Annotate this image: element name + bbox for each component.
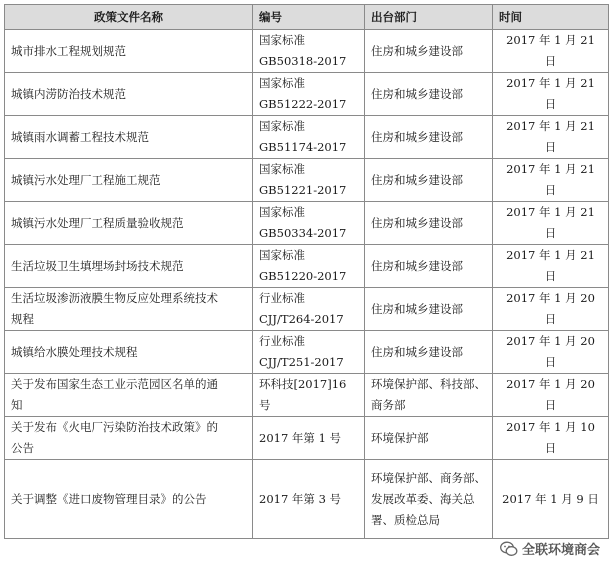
policy-dept-line: 住房和城乡建设部 — [371, 129, 463, 144]
policy-name — [5, 417, 253, 460]
policy-name — [5, 331, 253, 374]
policy-code-line: GB51174-2017 — [259, 140, 347, 154]
policy-code-line: 号 — [259, 398, 271, 412]
policy-dept-line: 发展改革委、海关总 — [371, 491, 475, 506]
policy-code-line: 行业标准 — [259, 334, 305, 348]
policy-code-line: 国家标准 — [259, 205, 305, 219]
table-row — [5, 331, 609, 374]
policy-name — [5, 245, 253, 288]
wechat-icon — [500, 541, 518, 557]
table-row — [5, 116, 609, 159]
policy-code-line: 国家标准 — [259, 248, 305, 262]
policy-code — [253, 460, 365, 539]
policy-dept-line: 住房和城乡建设部 — [371, 43, 463, 58]
policy-name — [5, 374, 253, 417]
policy-code — [253, 30, 365, 73]
policy-name-line: 规程 — [11, 312, 34, 326]
policy-dept — [365, 288, 493, 331]
table-row — [5, 417, 609, 460]
policy-dept — [365, 460, 493, 539]
policy-dept — [365, 417, 493, 460]
table-row — [5, 202, 609, 245]
policy-name-line: 城镇内涝防治技术规范 — [11, 86, 126, 101]
header-dept: 出台部门 — [365, 5, 493, 30]
table-row — [5, 73, 609, 116]
policy-name-line: 关于发布国家生态工业示范园区名单的通 — [11, 377, 218, 391]
policy-date: 2017 年 1 月 20 日 — [493, 374, 609, 417]
policy-code-line: 环科技[2017]16 — [259, 377, 347, 391]
policy-date: 2017 年 1 月 20 日 — [493, 331, 609, 374]
policy-dept-line: 住房和城乡建设部 — [371, 301, 463, 316]
policy-code — [253, 202, 365, 245]
table-body — [5, 30, 609, 539]
policy-date: 2017 年 1 月 21 日 — [493, 202, 609, 245]
table-row — [5, 460, 609, 539]
policy-code-line: 2017 年第 3 号 — [259, 491, 342, 506]
policy-code-line: GB50318-2017 — [259, 54, 347, 68]
policy-name — [5, 73, 253, 116]
policy-dept-line: 署、质检总局 — [371, 512, 440, 527]
policy-dept-line: 商务部 — [371, 398, 406, 412]
policy-code-line: 国家标准 — [259, 119, 305, 133]
policy-dept — [365, 374, 493, 417]
policy-code-line: CJJ/T251-2017 — [259, 355, 344, 369]
policy-date: 2017 年 1 月 21 日 — [493, 245, 609, 288]
policy-dept — [365, 331, 493, 374]
policy-name-line: 城镇污水处理厂工程质量验收规范 — [11, 215, 184, 230]
policy-code-line: CJJ/T264-2017 — [259, 312, 344, 326]
policy-name — [5, 159, 253, 202]
policy-code — [253, 374, 365, 417]
policy-code — [253, 288, 365, 331]
watermark — [500, 539, 600, 558]
policy-date: 2017 年 1 月 20 日 — [493, 288, 609, 331]
header-name: 政策文件名称 — [5, 5, 253, 30]
policy-code-line: 国家标准 — [259, 33, 305, 47]
policy-date: 2017 年 1 月 21 日 — [493, 116, 609, 159]
policy-name-line: 知 — [11, 398, 23, 412]
policy-dept-line: 环境保护部、科技部、 — [371, 377, 486, 391]
policy-name-line: 城镇给水膜处理技术规程 — [11, 344, 138, 359]
policy-date: 2017 年 1 月 21 日 — [493, 73, 609, 116]
policy-date: 2017 年 1 月 9 日 — [493, 460, 609, 539]
policy-date: 2017 年 1 月 10 日 — [493, 417, 609, 460]
policy-code-line: GB51221-2017 — [259, 183, 347, 197]
policy-code-line: 2017 年第 1 号 — [259, 430, 342, 445]
header-row — [5, 5, 609, 30]
policy-dept-line: 住房和城乡建设部 — [371, 172, 463, 187]
policy-code-line: GB50334-2017 — [259, 226, 347, 240]
policy-dept — [365, 202, 493, 245]
policy-code — [253, 331, 365, 374]
policy-code-line: 行业标准 — [259, 291, 305, 305]
table-row — [5, 245, 609, 288]
policy-name — [5, 116, 253, 159]
table-row — [5, 159, 609, 202]
policy-code — [253, 116, 365, 159]
policy-code-line: 国家标准 — [259, 76, 305, 90]
policy-code — [253, 159, 365, 202]
policy-date: 2017 年 1 月 21 日 — [493, 30, 609, 73]
policy-dept-line: 住房和城乡建设部 — [371, 86, 463, 101]
policy-dept — [365, 73, 493, 116]
table-row — [5, 288, 609, 331]
policy-name-line: 城镇雨水调蓄工程技术规范 — [11, 129, 149, 144]
policy-name-line: 生活垃圾渗沥液膜生物反应处理系统技术 — [11, 291, 218, 305]
policy-name-line: 关于发布《火电厂污染防治技术政策》的 — [11, 420, 218, 434]
policy-name — [5, 202, 253, 245]
policy-code — [253, 417, 365, 460]
table-row — [5, 374, 609, 417]
policy-date: 2017 年 1 月 21 日 — [493, 159, 609, 202]
policy-name-line: 城镇污水处理厂工程施工规范 — [11, 172, 161, 187]
header-date: 时间 — [493, 5, 609, 30]
policy-name — [5, 460, 253, 539]
policy-dept — [365, 159, 493, 202]
policy-name — [5, 288, 253, 331]
policy-dept — [365, 116, 493, 159]
header-code: 编号 — [253, 5, 365, 30]
policy-code — [253, 73, 365, 116]
policy-name-line: 生活垃圾卫生填埋场封场技术规范 — [11, 258, 184, 273]
policy-dept-line: 环境保护部、商务部、 — [371, 470, 486, 485]
policy-dept-line: 住房和城乡建设部 — [371, 215, 463, 230]
policy-code-line: GB51220-2017 — [259, 269, 347, 283]
policy-table — [4, 4, 609, 539]
policy-name-line: 关于调整《进口废物管理目录》的公告 — [11, 491, 207, 506]
table-row — [5, 30, 609, 73]
policy-code-line: GB51222-2017 — [259, 97, 347, 111]
policy-dept-line: 住房和城乡建设部 — [371, 258, 463, 273]
policy-code-line: 国家标准 — [259, 162, 305, 176]
policy-dept — [365, 30, 493, 73]
policy-dept — [365, 245, 493, 288]
policy-name-line: 城市排水工程规划规范 — [11, 43, 126, 58]
policy-code — [253, 245, 365, 288]
watermark-text: 全联环境商会 — [521, 543, 600, 558]
policy-name — [5, 30, 253, 73]
policy-dept-line: 环境保护部 — [371, 430, 429, 445]
policy-name-line: 公告 — [11, 441, 34, 455]
policy-dept-line: 住房和城乡建设部 — [371, 344, 463, 359]
